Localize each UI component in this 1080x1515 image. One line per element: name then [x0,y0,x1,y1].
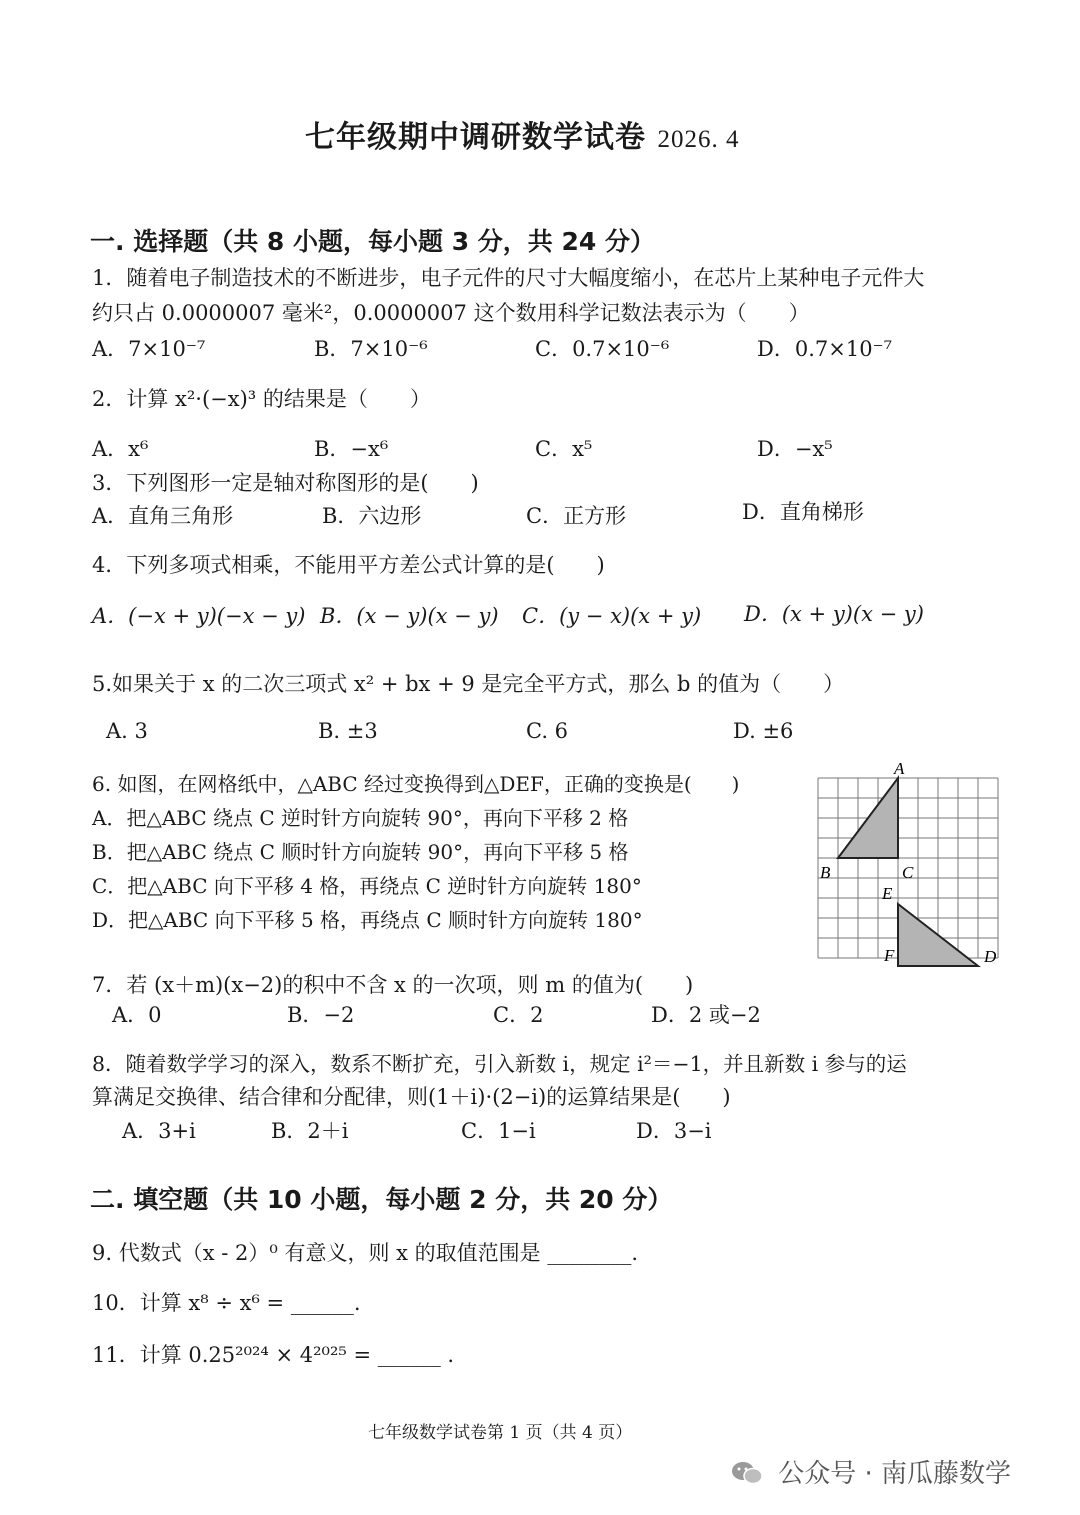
q5-option-a: A. 3 [106,719,148,743]
q3-option-b: B．六边形 [322,504,422,528]
q7-option-c: C．2 [493,1003,544,1027]
q5-option-d: D. ±6 [733,719,794,743]
q6-option-b: B．把△ABC 绕点 C 顺时针方向旋转 90°，再向下平移 5 格 [92,840,629,864]
q1-option-b: B．7×10⁻⁶ [314,337,428,361]
q7-option-a: A．0 [112,1003,162,1027]
q7-option-b: B．−2 [287,1003,355,1027]
watermark [730,1453,1011,1490]
label-d: D [984,947,997,966]
q5-option-b: B. ±3 [318,719,378,743]
q1-line1: 1．随着电子制造技术的不断进步，电子元件的尺寸大幅度缩小，在芯片上某种电子元件大 [92,266,925,290]
q4-option-c: C．(y − x)(x + y) [522,604,702,628]
label-c: C [902,863,914,882]
exam-date: 2026. 4 [657,126,740,153]
q6-option-c: C．把△ABC 向下平移 4 格，再绕点 C 逆时针方向旋转 180° [92,874,642,898]
wechat-icon [730,1459,764,1487]
q4-stem: 4．下列多项式相乘，不能用平方差公式计算的是( ) [92,553,605,577]
q6-option-d: D．把△ABC 向下平移 5 格，再绕点 C 顺时针方向旋转 180° [92,908,643,932]
q7-option-d: D．2 或−2 [651,1003,761,1027]
q3-option-c: C．正方形 [526,504,627,528]
q3-stem: 3．下列图形一定是轴对称图形的是( ) [92,471,479,495]
label-e: E [882,884,893,903]
q2-option-a: A．x⁶ [92,437,149,461]
q2-stem: 2．计算 x²·(−x)³ 的结果是（ ） [92,387,431,411]
q2-option-c: C．x⁵ [535,437,593,461]
section2-heading: 二. 填空题（共 10 小题，每小题 2 分，共 20 分） [90,1185,673,1214]
label-b: B [820,863,831,882]
q6-stem: 6. 如图，在网格纸中，△ABC 经过变换得到△DEF，正确的变换是( ) [92,772,740,796]
exam-title [305,112,739,156]
q1-line2: 约只占 0.0000007 毫米²，0.0000007 这个数用科学记数法表示为（ ） [92,301,810,325]
q3-option-d: D．直角梯形 [742,500,864,524]
section1-heading: 一. 选择题（共 8 小题，每小题 3 分，共 24 分） [90,227,656,256]
q2-option-b: B．−x⁶ [314,437,389,461]
q6-option-a: A．把△ABC 绕点 C 逆时针方向旋转 90°，再向下平移 2 格 [92,806,629,830]
q2-option-d: D．−x⁵ [757,437,833,461]
q7-stem: 7．若 (x＋m)(x−2)的积中不含 x 的一次项，则 m 的值为( ) [92,973,694,997]
label-a: A [894,759,905,778]
q8-option-b: B．2＋i [271,1119,349,1143]
q8-line2: 算满足交换律、结合律和分配律，则(1＋i)·(2−i)的运算结果是( ) [92,1085,731,1109]
q8-option-a: A．3+i [122,1119,196,1143]
q6-grid-figure [810,758,1010,970]
label-f: F [884,946,895,965]
q10-text: 10．计算 x⁸ ÷ x⁶ = ______. [92,1291,361,1315]
watermark-text: 公众号 · 南瓜藤数学 [778,1459,1012,1489]
q8-line1: 8．随着数学学习的深入，数系不断扩充，引入新数 i，规定 i²＝−1，并且新数 i 参与的运 [92,1052,907,1076]
q4-option-b: B．(x − y)(x − y) [320,604,499,628]
page-footer: 七年级数学试卷第 1 页（共 4 页） [368,1423,633,1443]
q1-option-d: D．0.7×10⁻⁷ [757,337,893,361]
q9-text: 9. 代数式（x - 2）⁰ 有意义，则 x 的取值范围是 ________. [92,1241,638,1265]
q4-option-d: D．(x + y)(x − y) [744,602,924,626]
q8-option-d: D．3−i [636,1119,712,1143]
q3-option-a: A．直角三角形 [92,504,234,528]
q5-stem: 5.如果关于 x 的二次三项式 x² + bx + 9 是完全平方式，那么 b 的值为（ ） [92,672,845,696]
q4-option-a: A．(−x + y)(−x − y) [92,604,306,628]
q11-text: 11．计算 0.25²⁰²⁴ × 4²⁰²⁵ = ______ . [92,1343,455,1367]
q8-option-c: C．1−i [461,1119,536,1143]
q1-option-a: A．7×10⁻⁷ [92,337,206,361]
title-text: 七年级期中调研数学试卷 [305,120,646,155]
q1-option-c: C．0.7×10⁻⁶ [535,337,670,361]
q5-option-c: C. 6 [526,719,569,743]
